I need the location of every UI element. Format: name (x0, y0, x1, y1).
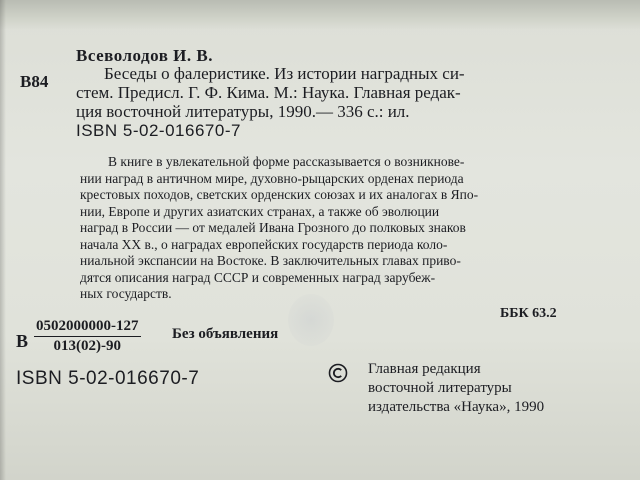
price-code-fraction (34, 318, 141, 355)
publisher-block (368, 360, 544, 417)
author-name: Всеволодов И. В. (76, 46, 213, 65)
annotation-line: нии наград в античном мире, духовно-рыцарских орденах периода (80, 170, 464, 186)
annotation-line: начала XX в., о наградах европейских государств периода коло- (80, 236, 448, 252)
biblio-line: стем. Предисл. Г. Ф. Кима. М.: Наука. Главная редак- (76, 83, 461, 102)
page-left-shadow (0, 0, 6, 480)
biblio-line: ция восточной литературы, 1990.— 336 с.: ил. (76, 102, 410, 121)
fraction-bar (34, 336, 141, 337)
no-announcement-note: Без объявления (172, 326, 279, 342)
price-code-letter: В (16, 331, 29, 351)
annotation-line: крестовых походов, светских орденских союзах и их аналогах в Япо- (80, 187, 479, 202)
annotation (80, 154, 478, 303)
isbn-bottom: ISBN 5-02-016670-7 (16, 368, 200, 389)
publisher-line: Главная редакция (368, 361, 481, 377)
annotation-line: ных государств. (80, 286, 172, 301)
annotation-line: ниальной экспансии на Востоке. В заключительных главах приво- (80, 253, 461, 268)
page-top-edge (0, 0, 640, 30)
catalog-index: В84 (20, 72, 49, 91)
bibliographic-record (76, 64, 465, 140)
biblio-isbn: ISBN 5-02-016670-7 (76, 121, 241, 140)
publisher-line: издательства «Наука», 1990 (368, 399, 545, 415)
copyright-icon (328, 363, 348, 383)
publisher-line: восточной литературы (368, 380, 512, 396)
annotation-line: наград в России — от медалей Ивана Грозного до полковых знаков (80, 220, 466, 235)
price-code-denominator: 013(02)-90 (53, 338, 121, 354)
faded-stamp-mark (288, 294, 334, 346)
annotation-line: В книге в увлекательной форме рассказывается о возникнове- (108, 154, 465, 169)
bbk-code: ББК 63.2 (500, 306, 557, 321)
annotation-line: нии, Европе и других азиатских странах, а также об эволюции (80, 203, 440, 219)
price-code-numerator: 0502000000-127 (36, 318, 139, 334)
biblio-line: Беседы о фалеристике. Из истории наградных си- (104, 64, 465, 83)
annotation-line: дятся описания наград СССР и современных наград зарубеж- (80, 269, 436, 285)
